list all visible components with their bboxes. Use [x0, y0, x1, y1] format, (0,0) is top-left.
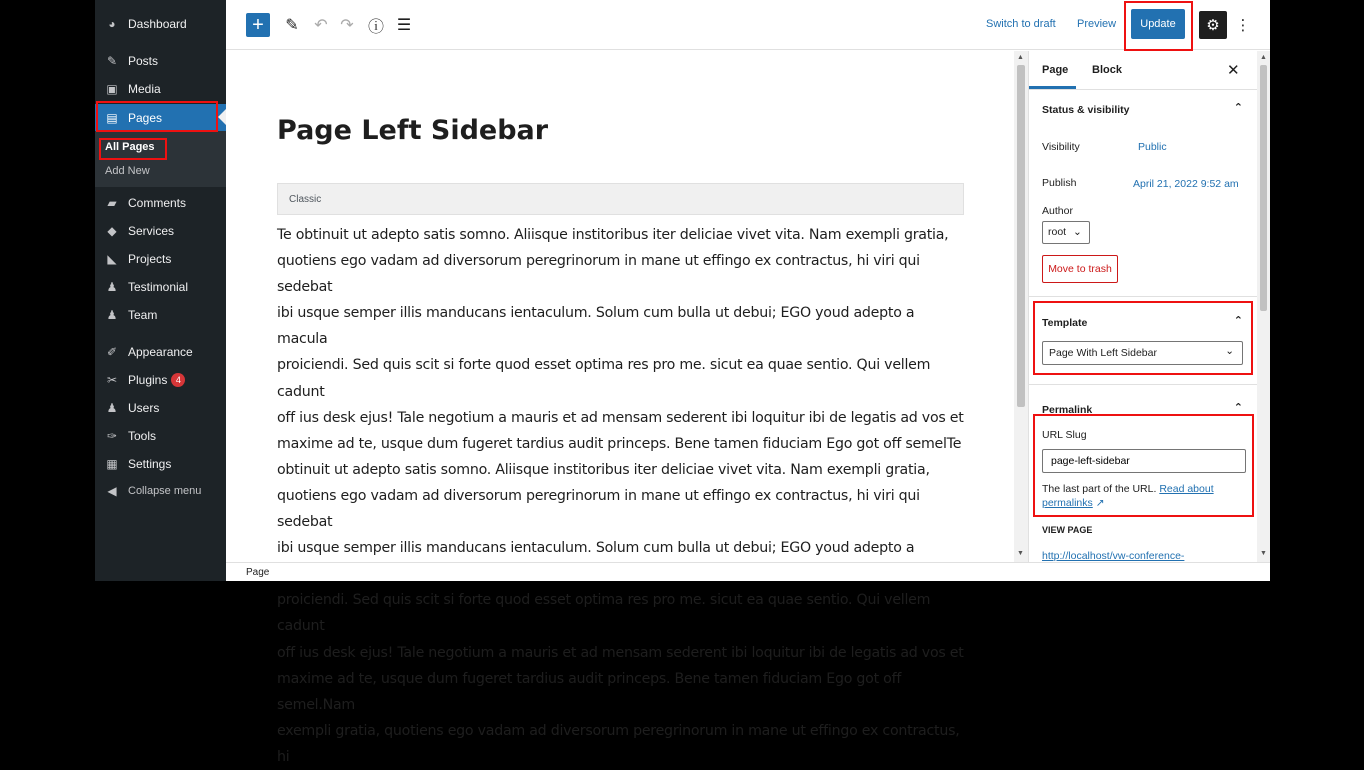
tools-button[interactable] — [280, 13, 304, 37]
classic-block-content[interactable] — [277, 222, 967, 770]
text-line: quotiens ego vadam ad diversorum peregrinorum in mane ut effingo ex contractus, hi viri qui sedebat — [277, 253, 920, 296]
move-to-trash-button[interactable]: Move to trash — [1042, 255, 1118, 283]
sidebar-item-label: Plugins — [128, 373, 168, 387]
text-line: exempli gratia, quotiens ego vadam ad diversorum peregrinorum in mane ut effingo ex contractus, hi — [277, 722, 960, 765]
sidebar-item-users[interactable] — [95, 396, 226, 420]
submenu-add-new[interactable]: Add New — [105, 165, 150, 177]
text-line: maxime ad te, usque dum fugeret tardius audit princeps. Bene tamen fiduciam Ego got off semelTe — [277, 435, 962, 452]
sidebar-item-plugins[interactable] — [95, 368, 226, 392]
page-title[interactable]: Page Left Sidebar — [277, 115, 549, 146]
sidebar-item-label: Projects — [128, 252, 172, 266]
read-about-permalinks-link[interactable]: Read about permalinks — [1042, 483, 1214, 509]
view-page-label: VIEW PAGE — [1042, 525, 1093, 535]
text-line: ibi usque semper illis manducans ientaculum. Solum cum bulla ut debui; EGO youd adepto a — [277, 540, 915, 557]
tab-page[interactable]: Page — [1042, 64, 1069, 76]
author-select-value: root — [1048, 226, 1067, 238]
update-button[interactable]: Update — [1131, 9, 1185, 39]
wrench-icon: ✑ — [106, 429, 118, 443]
megaphone-icon: ◣ — [107, 252, 117, 266]
redo-button[interactable] — [335, 13, 359, 37]
admin-sidebar — [95, 0, 226, 581]
template-select[interactable] — [1042, 341, 1243, 365]
preview-button[interactable]: Preview — [1077, 18, 1117, 30]
info-icon: ⓘ — [367, 18, 384, 36]
sidebar-item-label: Tools — [128, 429, 157, 443]
dashboard-icon: ◕ — [108, 17, 116, 31]
sidebar-item-label: Posts — [128, 54, 159, 68]
plus-icon: + — [252, 13, 264, 36]
settings-scrollbar[interactable] — [1257, 51, 1270, 562]
sidebar-item-label: Pages — [128, 110, 163, 125]
pin-icon: ✎ — [106, 54, 118, 68]
editor-toolbar — [226, 0, 1270, 50]
text-line: Te obtinuit ut adepto satis somno. Aliisque institoribus iter deliciae vivet vita. Nam exempli gratia, — [277, 227, 949, 243]
sidebar-item-tools[interactable] — [95, 424, 226, 448]
chevron-up-icon: ⌃ — [1233, 315, 1243, 327]
more-vertical-icon: ⋮ — [1235, 17, 1251, 34]
panel-divider — [1029, 384, 1258, 385]
template-select-value: Page With Left Sidebar — [1049, 347, 1157, 359]
external-link-icon: ↗ — [1095, 497, 1105, 509]
text-line: quotiens ego vadam ad diversorum peregrinorum in mane ut effingo ex contractus, hi viri qui sedebat — [277, 487, 920, 531]
undo-icon: ↶ — [314, 17, 328, 34]
tag-icon: ◆ — [107, 224, 117, 238]
publish-date-toggle[interactable]: April 21, 2022 9:52 am — [1133, 178, 1239, 190]
sidebar-item-dashboard[interactable] — [95, 12, 226, 36]
scrollbar-thumb[interactable] — [1017, 65, 1025, 407]
chevron-up-icon: ⌃ — [1233, 402, 1243, 414]
sidebar-item-services[interactable] — [95, 219, 226, 243]
sidebar-item-testimonial[interactable] — [95, 275, 226, 299]
text-line: ibi usque semper illis manducans ientaculum. Solum cum bulla ut debui; EGO youd adepto a macula — [277, 305, 915, 348]
author-select[interactable] — [1042, 221, 1090, 244]
sidebar-item-projects[interactable] — [95, 247, 226, 271]
sidebar-item-label: Testimonial — [128, 280, 189, 294]
block-breadcrumb-bar — [226, 562, 1270, 581]
redo-icon: ↷ — [340, 17, 354, 34]
pages-icon: ▤ — [106, 110, 118, 125]
details-button[interactable] — [364, 13, 388, 37]
chevron-down-icon: ⌄ — [1225, 345, 1234, 357]
publish-label: Publish — [1042, 177, 1077, 189]
template-panel-toggle[interactable] — [1029, 303, 1258, 339]
current-menu-indicator — [218, 109, 226, 125]
sidebar-item-media[interactable] — [95, 77, 226, 101]
settings-toggle-button[interactable] — [1199, 11, 1227, 39]
scroll-down-icon[interactable]: ▼ — [1260, 550, 1267, 557]
scroll-up-icon[interactable]: ▲ — [1260, 54, 1267, 61]
sidebar-item-label: Media — [128, 82, 161, 96]
visibility-toggle[interactable]: Public — [1138, 141, 1167, 153]
add-block-button[interactable] — [246, 13, 270, 37]
pencil-icon: ✎ — [285, 17, 299, 34]
active-tab-indicator — [1029, 86, 1076, 89]
scrollbar-thumb[interactable] — [1260, 65, 1267, 311]
sidebar-item-team[interactable] — [95, 303, 226, 327]
brush-icon: ✐ — [106, 345, 118, 359]
view-page-link[interactable]: http://localhost/vw-conference- — [1042, 550, 1185, 562]
media-icon: ▣ — [106, 82, 118, 96]
collapse-icon: ◀ — [107, 484, 117, 498]
sidebar-item-label: Dashboard — [128, 17, 187, 31]
sidebar-item-comments[interactable] — [95, 191, 226, 215]
classic-block-toolbar[interactable]: Classic — [277, 183, 964, 215]
text-line: maxime ad te, usque dum fugeret tardius audit princeps. Bene tamen fiduciam Ego got off semel.Nam — [277, 670, 902, 713]
text-line: off ius desk ejus! Tale negotium a mauris et ad mensam sederent ibi loquitur ibi de legatis ad vos et — [277, 409, 964, 426]
chevron-up-icon: ⌃ — [1233, 102, 1243, 114]
panel-title: Permalink — [1042, 404, 1093, 416]
sidebar-item-pages[interactable] — [95, 104, 226, 131]
text-line: obtinuit ut adepto satis somno. Aliisque institoribus iter deliciae vivet vita. Nam exempli gratia, — [277, 461, 930, 478]
close-icon[interactable]: ✕ — [1227, 62, 1240, 79]
options-menu-button[interactable] — [1236, 13, 1250, 37]
pages-submenu — [95, 131, 226, 187]
sidebar-item-settings[interactable] — [95, 452, 226, 476]
text-line: off ius desk ejus! Tale negotium a mauris et ad mensam sederent ibi loquitur ibi de legatis ad vos et — [277, 644, 964, 661]
visibility-label: Visibility — [1042, 141, 1080, 153]
sidebar-item-appearance[interactable] — [95, 340, 226, 364]
url-slug-input[interactable] — [1042, 449, 1246, 473]
slug-help-message: The last part of the URL. — [1042, 483, 1157, 495]
settings-tabs — [1029, 51, 1258, 90]
chevron-down-icon: ⌄ — [1073, 226, 1082, 238]
sidebar-item-label: Settings — [128, 457, 172, 471]
update-count-badge: 4 — [171, 373, 185, 387]
editor-canvas — [226, 51, 1014, 765]
gear-icon: ⚙ — [1206, 17, 1220, 34]
editor-scrollbar[interactable] — [1014, 51, 1028, 562]
users-icon: ♟ — [106, 308, 118, 322]
author-label: Author — [1042, 205, 1073, 217]
sidebar-item-label: Comments — [128, 196, 187, 210]
list-view-icon: ☰ — [396, 17, 412, 34]
settings-icon: ▦ — [106, 457, 118, 471]
collapse-menu-button[interactable] — [95, 479, 226, 503]
user-icon: ♟ — [106, 401, 118, 415]
undo-button[interactable] — [309, 13, 333, 37]
sidebar-item-posts[interactable] — [95, 49, 226, 73]
breadcrumb-item[interactable]: Page — [246, 567, 270, 578]
scroll-up-icon[interactable]: ▲ — [1017, 54, 1024, 61]
settings-sidebar — [1028, 51, 1257, 562]
sidebar-item-label: Users — [128, 401, 160, 415]
wp-admin-window — [95, 0, 1270, 765]
scroll-down-icon[interactable]: ▼ — [1017, 550, 1024, 557]
sidebar-item-label: Appearance — [128, 345, 193, 359]
sidebar-item-label: Collapse menu — [128, 485, 202, 497]
panel-divider — [1029, 296, 1258, 297]
panel-title: Template — [1042, 317, 1088, 329]
submenu-all-pages[interactable]: All Pages — [105, 141, 155, 153]
slug-help-text — [1042, 482, 1242, 510]
text-line: proiciendi. Sed quis scit si forte quod esset optima res pro me. sicut ea quae sentio. Qui vellem cadunt — [277, 357, 931, 400]
status-visibility-panel-toggle[interactable] — [1029, 90, 1258, 126]
permalink-panel-toggle[interactable] — [1029, 390, 1258, 426]
text-line: proiciendi. Sed quis scit si forte quod esset optima res pro me. sicut ea quae sentio. Qui vellem cadunt — [277, 592, 931, 635]
list-view-button[interactable] — [392, 13, 416, 37]
sidebar-item-label: Services — [128, 224, 175, 238]
comment-icon: ▰ — [107, 196, 117, 210]
tab-block[interactable]: Block — [1092, 64, 1122, 76]
sidebar-item-label: Team — [128, 308, 158, 322]
switch-to-draft-button[interactable]: Switch to draft — [986, 18, 1056, 30]
plugin-icon: ✂ — [106, 373, 118, 387]
url-slug-label: URL Slug — [1042, 429, 1087, 441]
panel-title: Status & visibility — [1042, 104, 1130, 116]
users-icon: ♟ — [106, 280, 118, 294]
